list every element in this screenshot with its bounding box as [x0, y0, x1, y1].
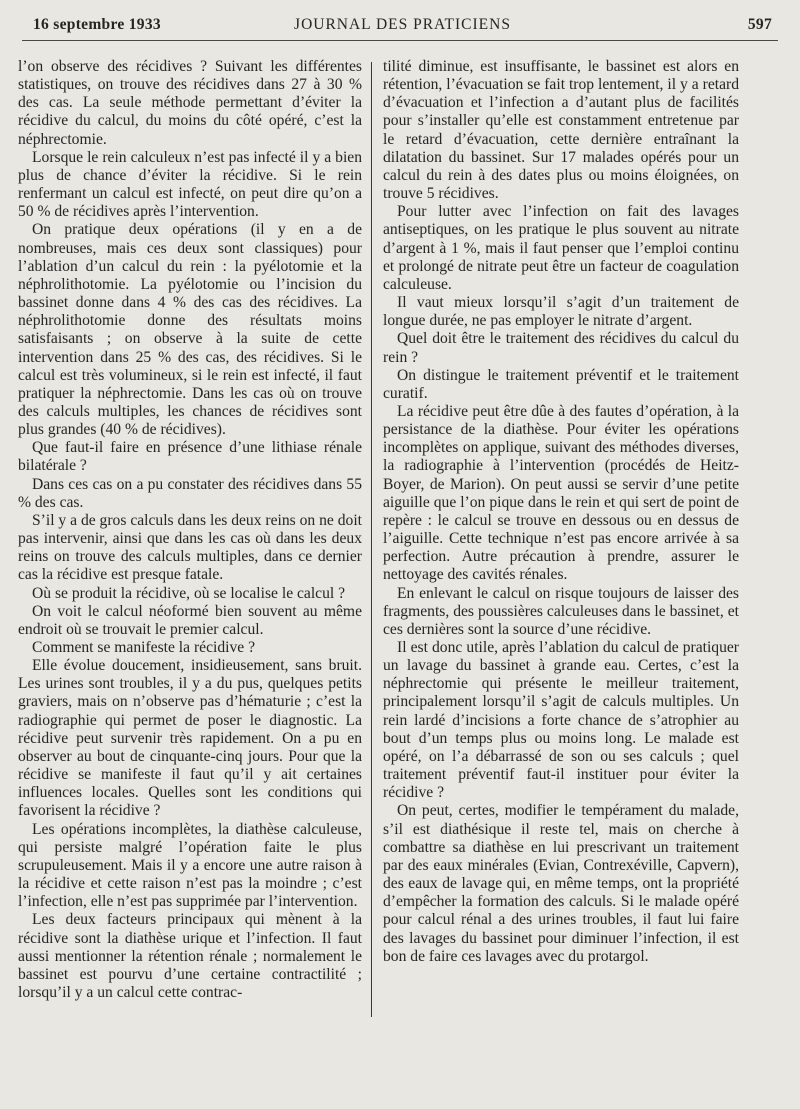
paragraph: On distingue le traitement préventif et le traitement curatif. — [383, 366, 739, 402]
paragraph: Où se produit la récidive, où se localise le calcul ? — [32, 584, 346, 602]
paragraph: Lorsque le rein calculeux n’est pas infecté il y a bien plus de chance d’éviter la récidive. Si le rein renfermant un calcul est infecté, on peut dire qu’on a 50 % de récidives après l’intervention. — [18, 148, 362, 221]
paragraph: Elle évolue doucement, insidieusement, sans bruit. Les urines sont troubles, il y a du pus, quelques petits graviers, mais on n’observe pas d’hématurie ; c’est la radiographie qui permet de poser le diagnostic. La récidive peut survenir très rapidement. On a pu en observer au bout de cinquante-cinq jours. Pour que la récidive se manifeste il faut qu’il y ait certaines influences locales. Quelles sont les conditions qui favorisent la récidive ? — [18, 657, 362, 820]
paragraph: On voit le calcul néoformé bien souvent au même endroit où se trouvait le premier calcul. — [18, 602, 362, 638]
left-column — [18, 58, 362, 1002]
paragraph: On pratique deux opérations (il y en a de nombreuses, mais ces deux sont classiques) pour l’ablation d’un calcul du rein : la pyélotomie et la néphrolithotomie. La pyélotomie ou l’incision du bassinet donne dans 4 % des cas des récidives. La néphrolithotomie donne des résultats moins satisfaisants ; on observe à la suite de cette intervention dans 25 % des cas, des récidives. Si le calcul est très volumineux, si le rein est infecté, il faut pratiquer la néphrectomie. Dans les cas où on trouve des calculs multiples, les chances de récidives sont plus grandes (40 % de récidives). — [18, 221, 362, 439]
paragraph: La récidive peut être dûe à des fautes d’opération, à la persistance de la diathèse. Pour éviter les opérations incomplètes on applique, suivant des méthodes diverses, la radiographie à l’intervention (procédés de Heitz-Boyer, de Marion). On peut aussi se servir d’une petite aiguille que l’on pique dans le rein et qui sert de point de repère : le calcul se trouve en dessous ou en dessus de l’aiguille. Cette technique n’est pas encore arrivée à sa perfection. Autre précaution à prendre, assurer le nettoyage des cavités rénales. — [383, 402, 739, 584]
header-journal-title: JOURNAL DES PRATICIENS — [294, 16, 511, 33]
header-date: 16 septembre 1933 — [33, 16, 161, 33]
paragraph: l’on observe des récidives ? Suivant les différentes statistiques, on trouve des récidives dans 27 à 30 % des cas. La seule méthode permettant d’éviter la récidive du calcul, du moins du côté opéré, c’est la néphrectomie. — [18, 58, 362, 148]
paragraph: Quel doit être le traitement des récidives du calcul du rein ? — [383, 330, 739, 366]
paragraph: Les opérations incomplètes, la diathèse calculeuse, qui persiste malgré l’opération faite le plus scrupuleusement. Mais il y a encore une autre raison à la récidive et cette raison n’est pas la moindre ; c’est l’infection, elle n’est pas supprimée par l’intervention. — [18, 820, 362, 911]
running-header — [33, 16, 772, 40]
paragraph: Il vaut mieux lorsqu’il s’agit d’un traitement de longue durée, ne pas employer le nitrate d’argent. — [383, 294, 739, 330]
paragraph: En enlevant le calcul on risque toujours de laisser des fragments, des poussières calculeuses dans le bassinet, et ces dernières sont la source d’une récidive. — [383, 584, 739, 638]
paragraph: Les deux facteurs principaux qui mènent à la récidive sont la diathèse urique et l’infection. Il faut aussi mentionner la rétention rénale ; normalement le bassinet est pourvu d’une certaine contractilité ; lorsqu’il y a un calcul cette contrac- — [18, 911, 362, 1001]
paragraph: Comment se manifeste la récidive ? — [32, 639, 255, 656]
paragraph: Que faut-il faire en présence d’une lithiase rénale bilatérale ? — [18, 439, 362, 475]
paragraph: Il est donc utile, après l’ablation du calcul de pratiquer un lavage du bassinet à grande eau. Certes, c’est la néphrectomie qui présente le meilleur traitement, principalement lorsqu’il s’agit de calculs multiples. Un rein lardé d’incisions a forte chance de s’atrophier au bout d’un temps plus ou moins long. Le malade est opéré, on l’a débarrassé de son ou ses calculs ; quel traitement préventif faut-il instituer pour éviter la récidive ? — [383, 639, 739, 802]
paragraph: S’il y a de gros calculs dans les deux reins on ne doit pas intervenir, ainsi que dans les cas où dans les deux reins on trouve des calculs multiples, dans ce dernier cas la récidive est presque fatale. — [18, 511, 362, 584]
right-column — [383, 58, 739, 966]
paragraph: tilité diminue, est insuffisante, le bassinet est alors en rétention, l’évacuation se fait trop lentement, il y a retard d’évacuation et l’infection a d’autant plus de facilités pour s’installer qu’elle est constamment entretenue par le retard d’évacuation, cette dernière entraînant la dilatation du bassinet. Sur 17 malades opérés pour un calcul du rein à des dates plus ou moins éloignées, on trouve 5 récidives. — [383, 58, 739, 203]
column-divider — [371, 62, 372, 1017]
paragraph: Pour lutter avec l’infection on fait des lavages antiseptiques, on les pratique le plus souvent au nitrate d’argent à 1 %, mais il faut penser que l’emploi continu et prolongé de nitrate peut être un facteur de coagulation calculeuse. — [383, 203, 739, 293]
header-page-number: 597 — [747, 16, 772, 33]
header-rule — [22, 40, 778, 41]
paragraph: Dans ces cas on a pu constater des récidives dans 55 % des cas. — [18, 475, 362, 511]
paragraph: On peut, certes, modifier le tempérament du malade, s’il est diathésique il reste tel, mais on cherche à combattre sa diathèse en lui prescrivant un traitement par des eaux minérales (Evian, Contrexéville, Capvern), des eaux de lavage qui, en même temps, ont la propriété d’empêcher la formation des calculs. Si le malade opéré pour calcul rénal a des urines troubles, il faut lui faire des lavages du bassinet pour diminuer l’infection, il est bon de faire ces lavages avec du protargol. — [383, 802, 739, 965]
